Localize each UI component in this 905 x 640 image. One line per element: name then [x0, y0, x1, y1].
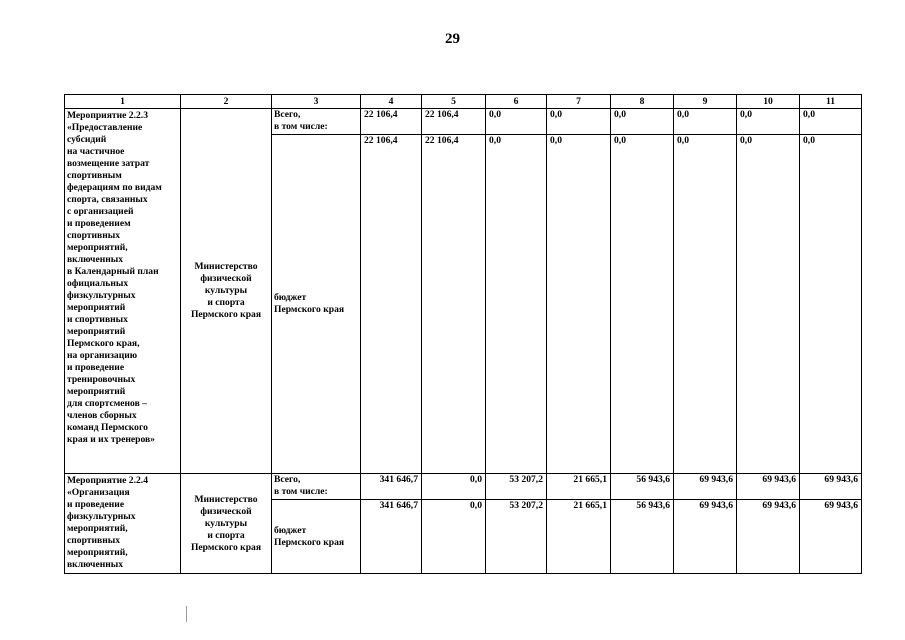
value-cell: 21 665,1 — [547, 500, 611, 574]
event-name-cell: Мероприятие 2.2.3 «Предоставление субсидий на частичное возмещение затрат спортивным федерациям по видам спорта, связанных с организацией и проведением спортивных мероприятий, включенных в Календарный план официальных физкультурных мероприятий и спортивных мероприятий Пермского края, на организацию и проведение тренировочных мероприятий для спортсменов – членов сборных команд Пермского края и их тренеров» — [65, 109, 181, 474]
table-row — [65, 474, 862, 500]
value-cell: 0,0 — [737, 109, 800, 135]
value-cell: 53 207,2 — [486, 474, 547, 500]
column-header: 10 — [737, 95, 800, 109]
value-cell: 341 646,7 — [361, 474, 422, 500]
value-cell: 69 943,6 — [674, 474, 737, 500]
value-cell: 56 943,6 — [611, 500, 674, 574]
value-cell: 69 943,6 — [737, 500, 800, 574]
budget-table — [64, 94, 862, 574]
value-cell: 341 646,7 — [361, 500, 422, 574]
value-cell: 53 207,2 — [486, 500, 547, 574]
column-header: 8 — [611, 95, 674, 109]
value-cell: 22 106,4 — [361, 135, 422, 474]
value-cell: 0,0 — [547, 135, 611, 474]
value-cell: 0,0 — [547, 109, 611, 135]
column-header: 3 — [272, 95, 361, 109]
value-cell: 0,0 — [737, 135, 800, 474]
column-header: 1 — [65, 95, 181, 109]
value-cell: 69 943,6 — [800, 474, 862, 500]
value-cell: 22 106,4 — [422, 135, 486, 474]
value-cell: 0,0 — [674, 109, 737, 135]
value-cell: 69 943,6 — [737, 474, 800, 500]
value-cell: 21 665,1 — [547, 474, 611, 500]
column-header: 9 — [674, 95, 737, 109]
scan-artifact-line — [186, 606, 187, 622]
table-row — [65, 109, 862, 135]
column-header: 7 — [547, 95, 611, 109]
value-cell: 0,0 — [422, 474, 486, 500]
value-cell: 0,0 — [674, 135, 737, 474]
value-cell: 22 106,4 — [422, 109, 486, 135]
value-cell: 22 106,4 — [361, 109, 422, 135]
source-budget-label: бюджет Пермского края — [272, 500, 361, 574]
value-cell: 69 943,6 — [800, 500, 862, 574]
value-cell: 0,0 — [486, 135, 547, 474]
value-cell: 0,0 — [422, 500, 486, 574]
agency-cell: Министерство физической культуры и спорта Пермского края — [181, 474, 272, 574]
value-cell: 0,0 — [611, 135, 674, 474]
agency-cell: Министерство физической культуры и спорта Пермского края — [181, 109, 272, 474]
value-cell: 0,0 — [800, 135, 862, 474]
header-row — [65, 95, 862, 109]
column-header: 5 — [422, 95, 486, 109]
source-total-label: Всего, в том числе: — [272, 109, 361, 135]
column-header: 2 — [181, 95, 272, 109]
column-header: 11 — [800, 95, 862, 109]
column-header: 4 — [361, 95, 422, 109]
event-name-cell: Мероприятие 2.2.4 «Организация и проведение физкультурных мероприятий, спортивных мероприятий, включенных — [65, 474, 181, 574]
value-cell: 69 943,6 — [674, 500, 737, 574]
page-number: 29 — [445, 31, 460, 47]
value-cell: 0,0 — [800, 109, 862, 135]
value-cell: 56 943,6 — [611, 474, 674, 500]
source-total-label: Всего, в том числе: — [272, 474, 361, 500]
column-header: 6 — [486, 95, 547, 109]
source-budget-label: бюджет Пермского края — [272, 135, 361, 474]
value-cell: 0,0 — [486, 109, 547, 135]
value-cell: 0,0 — [611, 109, 674, 135]
